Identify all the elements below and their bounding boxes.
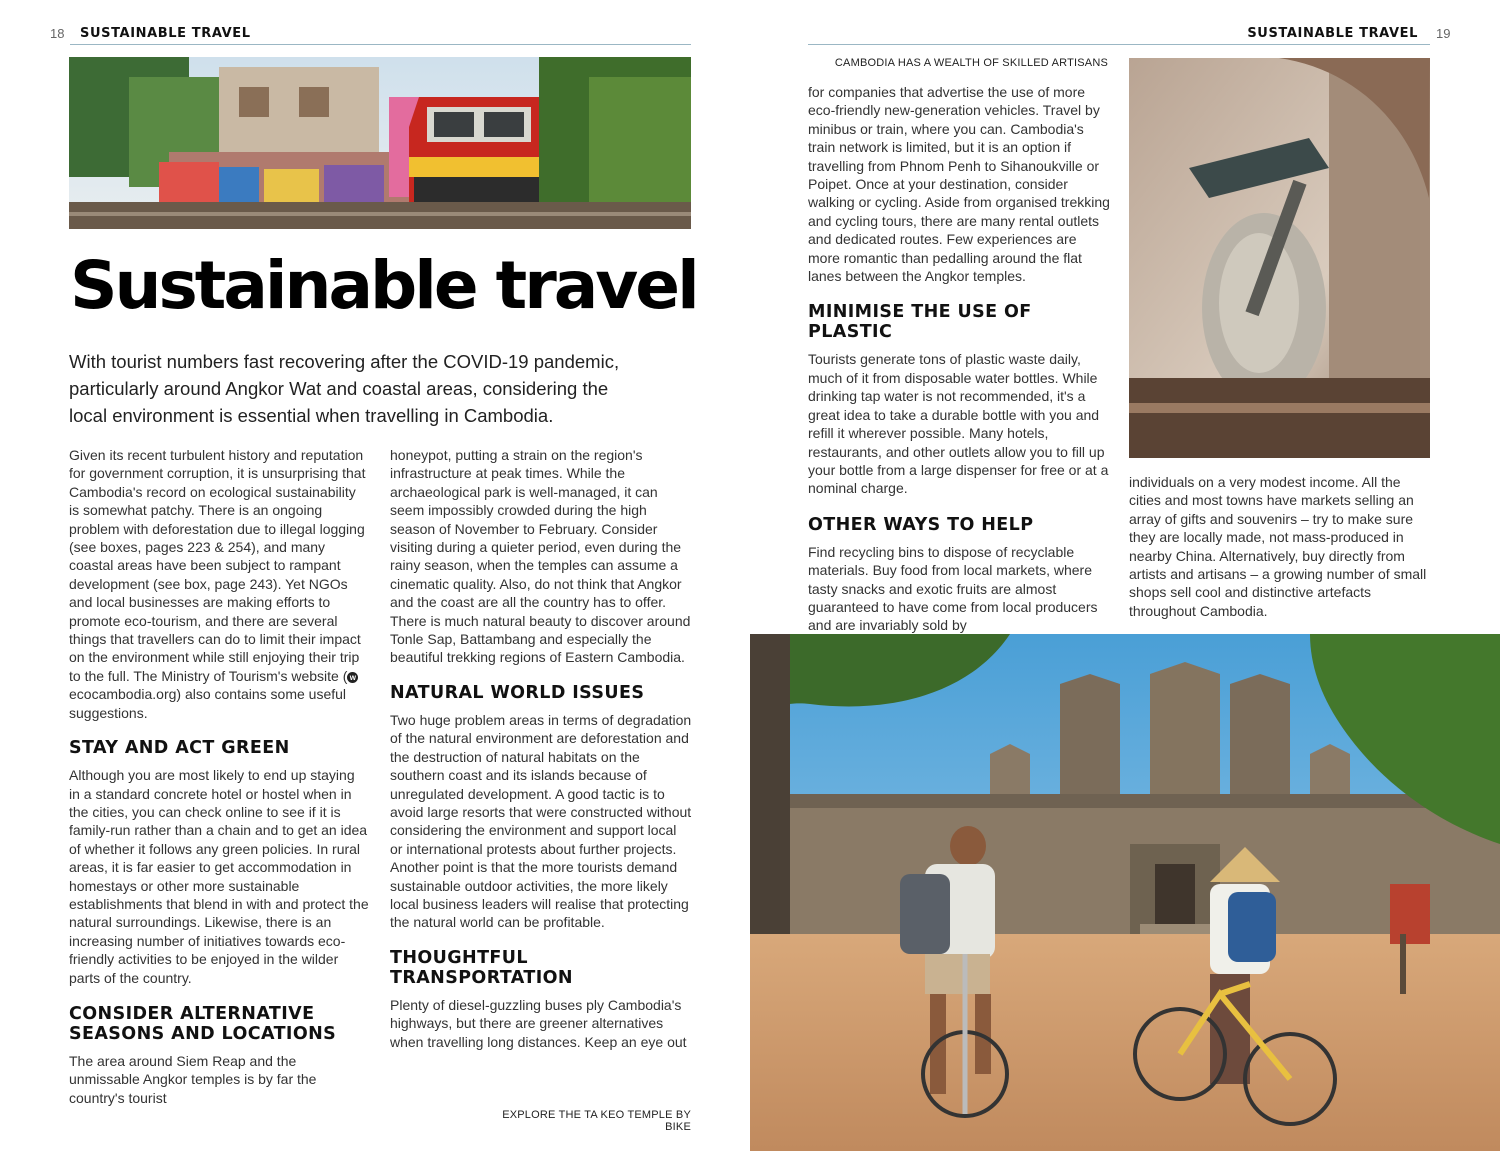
page-number-left: 18 [50, 26, 65, 41]
caption-artisans: CAMBODIA HAS A WEALTH OF SKILLED ARTISANS [834, 57, 1108, 69]
intro-body-text-end: ecocambodia.org) also contains some useful suggestions. [69, 686, 347, 721]
heading-consider-alternative: CONSIDER ALTERNATIVE SEASONS AND LOCATIONS [69, 1003, 337, 1044]
left-column-2 [390, 446, 692, 1051]
temple-bike-photo [750, 634, 1500, 1151]
paragraph-thoughtful-transport: Plenty of diesel-guzzling buses ply Cambodia's highways, but there are greener alternatives when travelling long distances. Keep an eye out [390, 996, 687, 1050]
header-rule-right [808, 44, 1430, 45]
intro-body-text: Given its recent turbulent history and reputation for government corruption, it is unsurprising that Cambodia's record on ecological sustainability is somewhat patchy. There is an ongoing problem with deforestation due to illegal logging (see boxes, pages 223 & 254), and many coastal areas have been subject to rampant development (see box, page 243). Yet NGOs and local businesses are making efforts to promote eco-tourism, and there are several things that travellers can do to limit their impact on the environment while still enjoying their trip to the full. The Ministry of Tourism's website ( [69, 447, 366, 684]
right-column-2 [1129, 473, 1429, 620]
heading-minimise-plastic: MINIMISE THE USE OF PLASTIC [808, 302, 1032, 343]
heading-natural-world: NATURAL WORLD ISSUES [390, 682, 645, 703]
artisan-photo [1129, 58, 1430, 458]
left-column-1 [69, 446, 369, 1107]
running-head-right: SUSTAINABLE TRAVEL [1247, 26, 1418, 41]
heading-stay-green: STAY AND ACT GREEN [69, 738, 290, 759]
right-column-1 [808, 83, 1110, 635]
paragraph-other-ways-continued: individuals on a very modest income. All the cities and most towns have markets selling an array of gifts and souvenirs – try to make sure they are locally made, not mass-produced in nearby China. Alternatively, buy directly from artists and artisans – a growing number of small shops sell cool and distinctive artefacts throughout Cambodia. [1129, 474, 1427, 619]
heading-other-ways: OTHER WAYS TO HELP [808, 514, 1034, 535]
intro-body-paragraph [69, 446, 369, 722]
page-title: Sustainable travel [70, 247, 697, 324]
page-number-right: 19 [1436, 26, 1451, 41]
paragraph-consider-alternative: The area around Siem Reap and the unmissable Angkor temples is by far the country's tourist [69, 1052, 317, 1106]
paragraph-transport-continued: for companies that advertise the use of more eco-friendly new-generation vehicles. Travel by minibus or train, where you can. Cambodia's train network is limited, but it is an option if travelling from Phnom Penh to Sihanoukville or Poipet. Once at your destination, consider walking or cycling. Aside from organised trekking and cycling tours, there are many rental outlets and dedicated routes. Few experiences are more romantic than pedalling around the flat lanes between the Angkor temples. [808, 84, 1110, 285]
paragraph-honeypot: honeypot, putting a strain on the region's infrastructure at peak times. While the archaeological park is well-managed, it can seem impossibly crowded during the high season of November to February. Consider visiting during a quieter period, even during the rainy season, when the temples can assume a cinematic quality. Also, do not think that Angkor and the coast are all the country has to offer. There is much natural beauty to discover around Tonle Sap, Battambang and especially the beautiful trekking regions of Eastern Cambodia. [390, 447, 691, 666]
running-head-left: SUSTAINABLE TRAVEL [80, 26, 251, 41]
caption-temple-bike: EXPLORE THE TA KEO TEMPLE BY BIKE [502, 1109, 691, 1133]
heading-thoughtful-transport: THOUGHTFUL TRANSPORTATION [390, 947, 573, 988]
website-icon: w [347, 672, 358, 683]
train-photo [69, 57, 691, 229]
paragraph-minimise-plastic: Tourists generate tons of plastic waste daily, much of it from disposable water bottles. While drinking tap water is not recommended, it's a great idea to take a durable bottle with you and refill it wherever possible. Many hotels, restaurants, and other outlets allow you to fill up your bottle from a large dispenser for free or at a nominal charge. [808, 351, 1109, 497]
paragraph-natural-world: Two huge problem areas in terms of degradation of the natural environment are deforestation and the destruction of natural habitats on the southern coast and its islands because of unregulated development. A good tactic is to avoid large resorts that were constructed without considering the environment and support local or international protests about further projects. Another point is that the more tourists demand sustainable outdoor activities, the more likely local business leaders will realise that protecting the natural world can be profitable. [390, 711, 692, 931]
header-rule-left [70, 44, 691, 45]
intro-paragraph: With tourist numbers fast recovering after the COVID-19 pandemic, particularly around Angkor Wat and coastal areas, considering the local environment is essential when travelling in Cambodia. [69, 351, 620, 426]
paragraph-other-ways: Find recycling bins to dispose of recyclable materials. Buy food from local markets, where tasty snacks and exotic fruits are almost guaranteed to have come from local producers and are invariably sold by [808, 543, 1098, 634]
paragraph-stay-green: Although you are most likely to end up staying in a standard concrete hotel or hostel when in the cities, you can check online to see if it is family-run rather than a chain and to get an idea of whether it follows any green policies. In rural areas, it is far easier to get accommodation in homestays or other more sustainable establishments that blend in with and protect the natural surroundings. Likewise, there is an increasing number of initiatives towards eco-friendly activities to be enjoyed in the wilder parts of the country. [69, 767, 369, 986]
